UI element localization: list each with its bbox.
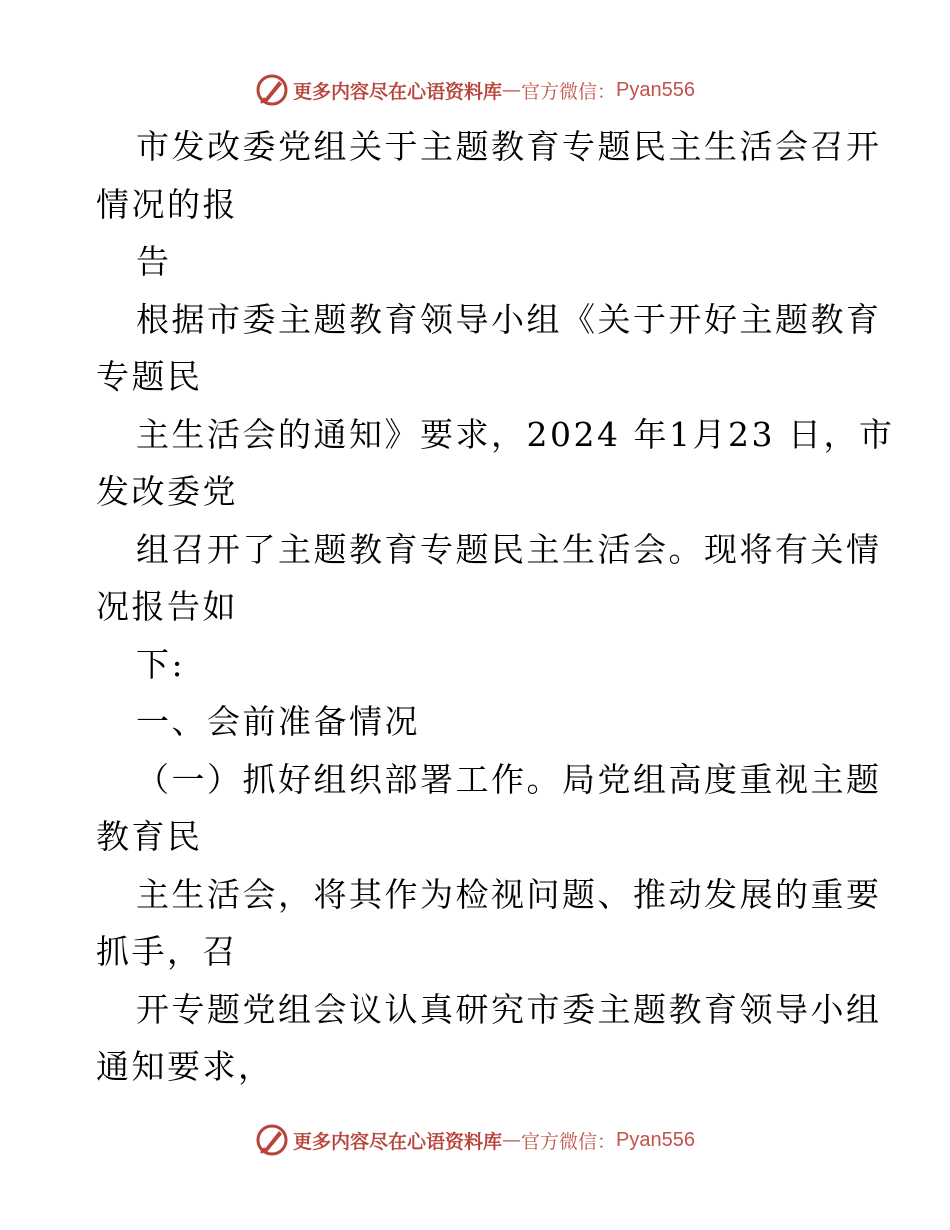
- paragraph-line: 主生活会，将其作为检视问题、推动发展的重要: [136, 874, 882, 914]
- paragraph-line: （一）抓好组织部署工作。局党组高度重视主题: [136, 759, 882, 799]
- section-heading: 一、会前准备情况: [136, 702, 420, 741]
- paragraph-line: 组召开了主题教育专题民主生活会。现将有关情: [136, 529, 882, 569]
- paragraph-line: 抓手，召: [96, 932, 238, 971]
- watermark-dash: —: [502, 79, 522, 101]
- quill-logo-icon: [255, 73, 289, 107]
- watermark-wechat-id: Pyan556: [616, 1128, 695, 1151]
- paragraph-line: 主生活会的通知》要求，2024 年1月23 日，市: [136, 414, 895, 454]
- quill-logo-icon: [255, 1123, 289, 1157]
- paragraph-line: 发改委党: [96, 472, 238, 511]
- paragraph-line: 专题民: [96, 357, 203, 396]
- watermark-wechat-id: Pyan556: [616, 78, 695, 101]
- document-body: [96, 118, 895, 1096]
- title-line-1: 市发改委党组关于主题教育专题民主生活会召开: [136, 127, 882, 166]
- footer-watermark: [0, 1120, 950, 1160]
- watermark-dash: —: [502, 1129, 522, 1151]
- paragraph-line: 根据市委主题教育领导小组《关于开好主题教育: [136, 299, 882, 339]
- watermark-official-label: 官方微信：: [521, 1130, 617, 1153]
- watermark-official-label: 官方微信：: [521, 80, 617, 103]
- paragraph-line: 况报告如: [96, 587, 238, 626]
- paragraph-line: 教育民: [96, 817, 203, 856]
- watermark-brand-text: 更多内容尽在心语资料库: [293, 80, 503, 103]
- paragraph-line: 开专题党组会议认真研究市委主题教育领导小组: [136, 989, 882, 1029]
- paragraph-line: 下:: [136, 644, 186, 684]
- title-line-3: 告: [136, 242, 172, 281]
- paragraph-line: 通知要求，: [96, 1047, 274, 1086]
- watermark-brand-text: 更多内容尽在心语资料库: [293, 1130, 503, 1153]
- title-line-2: 情况的报: [96, 184, 238, 224]
- header-watermark: [0, 70, 950, 110]
